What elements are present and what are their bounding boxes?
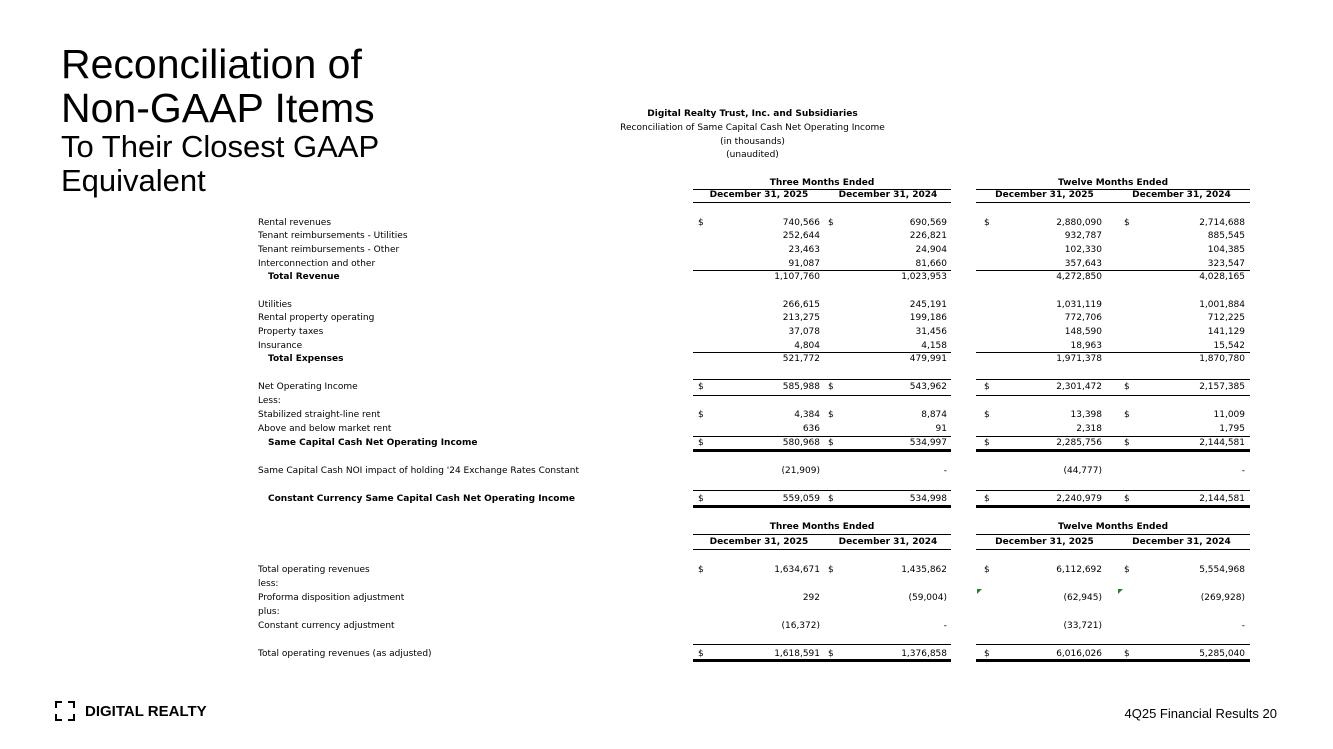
row-value: 1,031,119 xyxy=(1056,300,1102,310)
currency-symbol: $ xyxy=(828,382,834,392)
row-value: 18,963 xyxy=(1070,341,1102,351)
row-label: plus: xyxy=(258,607,280,617)
row-value: 292 xyxy=(802,593,820,603)
currency-symbol: $ xyxy=(1124,565,1130,575)
currency-symbol: $ xyxy=(698,649,704,659)
row-value: 357,643 xyxy=(1064,259,1102,269)
report-subtitle: Reconciliation of Same Capital Cash Net Operating Income xyxy=(620,123,885,133)
row-value: 1,001,884 xyxy=(1199,300,1245,310)
row-value: 13,398 xyxy=(1070,410,1102,420)
header-rule xyxy=(693,549,951,550)
row-value: 2,157,385 xyxy=(1199,382,1245,392)
total-rule-top xyxy=(976,379,1250,380)
twelve-months-header-2: Twelve Months Ended xyxy=(1057,522,1169,532)
row-value: 690,569 xyxy=(909,218,947,228)
row-value: 534,998 xyxy=(909,494,947,504)
currency-symbol: $ xyxy=(698,410,704,420)
title-line-1: Reconciliation of xyxy=(61,41,362,87)
three-months-header-2: Three Months Ended xyxy=(769,522,875,532)
three-months-header: Three Months Ended xyxy=(769,178,875,188)
row-value: 2,880,090 xyxy=(1056,218,1102,228)
currency-symbol: $ xyxy=(984,565,990,575)
row-value: 2,285,756 xyxy=(1056,438,1102,448)
col-dec2025-12m: December 31, 2025 xyxy=(995,190,1094,200)
row-value: 6,016,026 xyxy=(1056,649,1102,659)
row-value: - xyxy=(1241,621,1245,631)
row-value: 521,772 xyxy=(782,354,820,364)
row-value: 740,566 xyxy=(782,218,820,228)
row-value: 2,240,979 xyxy=(1056,494,1102,504)
row-label: Less: xyxy=(258,396,281,406)
row-label: Insurance xyxy=(258,341,303,351)
row-value: 585,988 xyxy=(782,382,820,392)
col-dec2024-12m: December 31, 2024 xyxy=(1132,190,1231,200)
row-value: 2,144,581 xyxy=(1199,438,1245,448)
title-line-3: To Their Closest GAAP xyxy=(61,129,380,164)
currency-symbol: $ xyxy=(984,494,990,504)
currency-symbol: $ xyxy=(698,494,704,504)
row-value: 1,107,760 xyxy=(774,272,820,282)
row-value: - xyxy=(943,466,947,476)
col-dec2025-3m-2: December 31, 2025 xyxy=(709,537,809,547)
double-rule xyxy=(976,449,1250,452)
row-value: (62,945) xyxy=(1063,593,1102,603)
row-value: 213,275 xyxy=(782,313,820,323)
row-value: 8,874 xyxy=(921,410,947,420)
currency-symbol: $ xyxy=(698,565,704,575)
row-value: (16,372) xyxy=(781,621,820,631)
row-value: 1,376,858 xyxy=(901,649,947,659)
currency-symbol: $ xyxy=(984,218,990,228)
currency-symbol: $ xyxy=(698,438,704,448)
row-value: 1,971,378 xyxy=(1056,354,1102,364)
row-value: 102,330 xyxy=(1064,245,1102,255)
currency-symbol: $ xyxy=(1124,410,1130,420)
row-value: 31,456 xyxy=(915,327,947,337)
twelve-months-header: Twelve Months Ended xyxy=(1057,178,1169,188)
header-rule xyxy=(976,202,1250,203)
row-label: Same Capital Cash NOI impact of holding '24 Exchange Rates Constant xyxy=(258,466,580,476)
row-value: 2,714,688 xyxy=(1199,218,1245,228)
row-label: Constant currency adjustment xyxy=(258,621,395,631)
row-label: Interconnection and other xyxy=(258,259,376,269)
col-dec2025-3m: December 31, 2025 xyxy=(709,190,809,200)
row-value: 1,634,671 xyxy=(774,565,820,575)
total-rule-top xyxy=(693,644,951,645)
report-company: Digital Realty Trust, Inc. and Subsidiaries xyxy=(647,109,858,119)
col-dec2024-12m-2: December 31, 2024 xyxy=(1132,537,1231,547)
row-value: 91,087 xyxy=(788,259,820,269)
logo-bracket-icon xyxy=(55,701,75,721)
row-value: 226,821 xyxy=(909,231,947,241)
row-value: (59,004) xyxy=(908,593,947,603)
row-label: Same Capital Cash Net Operating Income xyxy=(268,438,478,448)
footer-label: 4Q25 Financial Results xyxy=(1124,706,1259,721)
row-value: 266,615 xyxy=(782,300,820,310)
row-value: 4,028,165 xyxy=(1199,272,1245,282)
row-value: - xyxy=(1241,466,1245,476)
row-label: Rental property operating xyxy=(258,313,375,323)
digital-realty-logo xyxy=(55,701,207,721)
row-label: Net Operating Income xyxy=(258,382,358,392)
row-value: 636 xyxy=(802,424,820,434)
row-value: 1,435,862 xyxy=(901,565,947,575)
col-dec2024-3m: December 31, 2024 xyxy=(838,190,938,200)
currency-symbol: $ xyxy=(1124,438,1130,448)
currency-symbol: $ xyxy=(828,438,834,448)
currency-symbol: $ xyxy=(1124,494,1130,504)
row-value: 543,962 xyxy=(909,382,947,392)
row-label: Total Revenue xyxy=(268,272,340,282)
currency-symbol: $ xyxy=(1124,218,1130,228)
row-label: Utilities xyxy=(258,300,292,310)
row-value: 2,318 xyxy=(1076,424,1102,434)
total-rule-bottom xyxy=(976,395,1250,396)
row-value: 1,795 xyxy=(1219,424,1245,434)
total-rule-top xyxy=(693,379,951,380)
total-rule-top xyxy=(976,490,1250,491)
row-label: Total Expenses xyxy=(268,354,344,364)
row-value: 148,590 xyxy=(1064,327,1102,337)
header-rule xyxy=(693,202,951,203)
double-rule xyxy=(693,505,951,508)
row-value: 4,158 xyxy=(921,341,947,351)
row-label: Total operating revenues xyxy=(258,565,370,575)
currency-symbol: $ xyxy=(984,649,990,659)
row-value: 323,547 xyxy=(1207,259,1245,269)
currency-symbol: $ xyxy=(828,565,834,575)
row-value: 15,542 xyxy=(1213,341,1245,351)
logo-text: DIGITAL REALTY xyxy=(85,702,207,720)
col-dec2024-3m-2: December 31, 2024 xyxy=(838,537,938,547)
currency-symbol: $ xyxy=(828,218,834,228)
row-label: Proforma disposition adjustment xyxy=(258,593,405,603)
currency-symbol: $ xyxy=(698,382,704,392)
currency-symbol: $ xyxy=(828,649,834,659)
title-line-2: Non-GAAP Items xyxy=(61,85,375,131)
row-label: Rental revenues xyxy=(258,218,332,228)
row-value: 81,660 xyxy=(915,259,947,269)
row-value: 885,545 xyxy=(1207,231,1245,241)
header-rule xyxy=(976,549,1250,550)
currency-symbol: $ xyxy=(1124,382,1130,392)
double-rule xyxy=(976,505,1250,508)
row-label: Tenant reimbursements - Utilities xyxy=(258,231,408,241)
currency-symbol: $ xyxy=(698,218,704,228)
row-label: Tenant reimbursements - Other xyxy=(258,245,400,255)
row-value: 1,870,780 xyxy=(1199,354,1245,364)
total-rule-top xyxy=(976,644,1250,645)
row-value: 1,023,953 xyxy=(901,272,947,282)
row-value: 252,644 xyxy=(782,231,820,241)
row-value: (269,928) xyxy=(1200,593,1245,603)
row-value: (33,721) xyxy=(1063,621,1102,631)
row-value: 2,301,472 xyxy=(1056,382,1102,392)
row-value: 6,112,692 xyxy=(1056,565,1102,575)
row-value: 11,009 xyxy=(1213,410,1245,420)
row-label: Constant Currency Same Capital Cash Net Operating Income xyxy=(268,494,575,504)
cell-comment-marker xyxy=(1118,589,1123,594)
row-value: 932,787 xyxy=(1064,231,1102,241)
currency-symbol: $ xyxy=(828,410,834,420)
row-value: 91 xyxy=(935,424,947,434)
row-value: 23,463 xyxy=(788,245,820,255)
row-value: 141,129 xyxy=(1207,327,1245,337)
row-value: (44,777) xyxy=(1063,466,1102,476)
slide-footer xyxy=(1125,706,1278,721)
row-value: 104,385 xyxy=(1207,245,1245,255)
row-value: 712,225 xyxy=(1207,313,1245,323)
row-label: Stabilized straight-line rent xyxy=(258,410,381,420)
row-value: 245,191 xyxy=(909,300,947,310)
currency-symbol: $ xyxy=(1124,649,1130,659)
row-value: 534,997 xyxy=(909,438,947,448)
row-value: 2,144,581 xyxy=(1199,494,1245,504)
row-label: less: xyxy=(258,579,279,589)
row-label: Property taxes xyxy=(258,327,324,337)
row-value: 4,804 xyxy=(794,341,820,351)
row-value: (21,909) xyxy=(781,466,820,476)
row-value: 5,285,040 xyxy=(1199,649,1245,659)
page-number: 20 xyxy=(1262,706,1277,721)
title-line-4: Equivalent xyxy=(61,163,206,198)
report-units: (in thousands) xyxy=(720,137,785,147)
total-rule-bottom xyxy=(693,395,951,396)
row-value: 4,272,850 xyxy=(1056,272,1102,282)
header-rule xyxy=(976,534,1250,535)
row-value: 559,059 xyxy=(782,494,820,504)
row-value: 1,618,591 xyxy=(774,649,820,659)
row-value: - xyxy=(943,621,947,631)
cell-comment-marker xyxy=(977,589,982,594)
total-rule-top xyxy=(693,490,951,491)
row-value: 4,384 xyxy=(794,410,820,420)
row-label: Above and below market rent xyxy=(258,424,392,434)
row-value: 24,904 xyxy=(915,245,947,255)
row-value: 580,968 xyxy=(782,438,820,448)
header-rule xyxy=(693,534,951,535)
double-rule xyxy=(693,449,951,452)
currency-symbol: $ xyxy=(984,382,990,392)
report-audit: (unaudited) xyxy=(726,150,779,160)
col-dec2025-12m-2: December 31, 2025 xyxy=(995,537,1094,547)
currency-symbol: $ xyxy=(828,494,834,504)
row-value: 5,554,968 xyxy=(1199,565,1245,575)
row-value: 772,706 xyxy=(1064,313,1102,323)
row-label: Total operating revenues (as adjusted) xyxy=(258,649,432,659)
row-value: 479,991 xyxy=(909,354,947,364)
currency-symbol: $ xyxy=(984,410,990,420)
row-value: 37,078 xyxy=(788,327,820,337)
currency-symbol: $ xyxy=(984,438,990,448)
row-value: 199,186 xyxy=(909,313,947,323)
